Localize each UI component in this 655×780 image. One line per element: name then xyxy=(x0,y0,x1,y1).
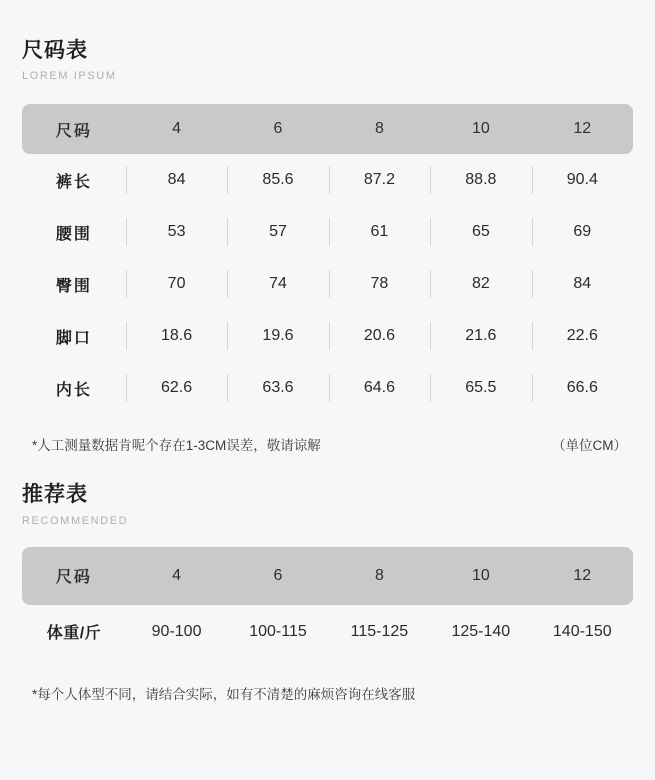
recommend-title: 推荐表 xyxy=(22,483,88,507)
header-cell-size: 尺码 xyxy=(22,547,126,605)
table-cell: 69 xyxy=(532,206,633,258)
table-row xyxy=(22,206,633,258)
row-label: 内长 xyxy=(55,381,92,399)
table-cell: 82 xyxy=(430,258,531,310)
table-row xyxy=(22,154,633,206)
page-subtitle: LOREM IPSUM xyxy=(22,70,117,83)
table-cell: 85.6 xyxy=(227,154,328,206)
table-cell: 63.6 xyxy=(227,362,328,414)
header-cell-10: 10 xyxy=(430,104,531,154)
table-cell: 140-150 xyxy=(552,622,612,640)
table-cell: 22.6 xyxy=(532,310,633,362)
table-cell: 21.6 xyxy=(430,310,531,362)
measurement-note xyxy=(22,434,633,454)
table-row xyxy=(22,258,633,310)
table-header-row xyxy=(22,104,633,154)
table-cell: 66.6 xyxy=(532,362,633,414)
table-cell: 74 xyxy=(227,258,328,310)
recommend-header-row xyxy=(22,547,633,605)
header-cell-8: 8 xyxy=(329,547,430,605)
header-cell-6: 6 xyxy=(227,104,328,154)
page-title: 尺码表 xyxy=(22,39,88,62)
table-cell: 65 xyxy=(430,206,531,258)
table-row xyxy=(22,362,633,414)
row-label: 腰围 xyxy=(55,225,92,243)
header-cell-4: 4 xyxy=(126,104,227,154)
header-cell-8: 8 xyxy=(329,104,430,154)
recommend-heading-block xyxy=(22,454,633,526)
row-label: 脚口 xyxy=(55,329,92,347)
table-cell: 53 xyxy=(126,206,227,258)
measurement-unit-text: （单位CM） xyxy=(552,438,627,454)
row-label: 体重/斤 xyxy=(46,625,102,642)
header-cell-4: 4 xyxy=(126,547,227,605)
header-cell-12: 12 xyxy=(532,547,633,605)
table-cell: 78 xyxy=(329,258,430,310)
header-cell-size: 尺码 xyxy=(22,104,126,154)
table-cell: 115-125 xyxy=(350,622,409,640)
table-cell: 70 xyxy=(126,258,227,310)
table-row xyxy=(22,605,633,659)
header-cell-6: 6 xyxy=(227,547,328,605)
table-cell: 88.8 xyxy=(430,154,531,206)
row-label: 裤长 xyxy=(55,173,92,191)
table-cell: 100-115 xyxy=(249,622,307,640)
table-cell: 84 xyxy=(532,258,633,310)
table-cell: 57 xyxy=(227,206,328,258)
size-chart-heading-block xyxy=(22,0,633,82)
table-cell: 61 xyxy=(329,206,430,258)
recommend-table xyxy=(22,547,633,659)
table-cell: 18.6 xyxy=(126,310,227,362)
measurement-note-text: *人工测量数据肯呢个存在1-3CM误差，敬请谅解 xyxy=(32,438,321,454)
table-cell: 20.6 xyxy=(329,310,430,362)
header-cell-10: 10 xyxy=(430,547,531,605)
row-label: 臀围 xyxy=(55,277,92,295)
size-chart-table xyxy=(22,104,633,414)
header-cell-12: 12 xyxy=(532,104,633,154)
recommend-subtitle: RECOMMENDED xyxy=(22,514,129,527)
table-cell: 125-140 xyxy=(451,622,511,640)
table-cell: 65.5 xyxy=(430,362,531,414)
table-cell: 64.6 xyxy=(329,362,430,414)
table-cell: 90-100 xyxy=(151,622,202,640)
table-cell: 90.4 xyxy=(532,154,633,206)
table-cell: 19.6 xyxy=(227,310,328,362)
table-cell: 62.6 xyxy=(126,362,227,414)
recommend-note: *每个人体型不同，请结合实际，如有不清楚的麻烦咨询在线客服 xyxy=(32,686,416,702)
table-row xyxy=(22,310,633,362)
table-cell: 87.2 xyxy=(329,154,430,206)
table-cell: 84 xyxy=(126,154,227,206)
